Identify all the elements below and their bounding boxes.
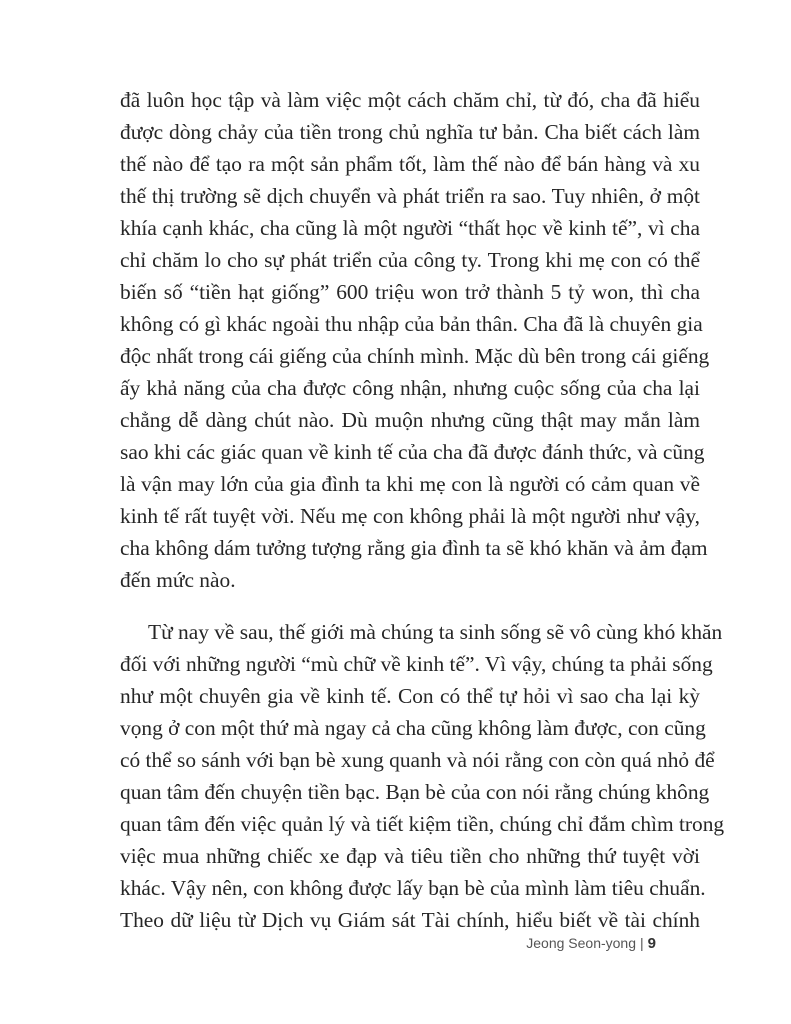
text-line: đã luôn học tập và làm việc một cách chăm chỉ, từ đó, cha đã hiểu	[120, 88, 700, 112]
text-line: biến số “tiền hạt giống” 600 triệu won trở thành 5 tỷ won, thì cha	[120, 280, 700, 304]
body-text	[120, 84, 725, 936]
text-line: ấy khả năng của cha được công nhận, nhưng cuộc sống của cha lại	[120, 376, 700, 400]
author-name: Jeong Seon-yong	[526, 935, 637, 951]
text-line: khác. Vậy nên, con không được lấy bạn bè của mình làm tiêu chuẩn.	[120, 876, 706, 900]
page-footer	[526, 935, 656, 952]
paragraph-gap	[120, 596, 700, 616]
text-line: là vận may lớn của gia đình ta khi mẹ con là người có cảm quan về	[120, 472, 700, 496]
text-line: quan tâm đến chuyện tiền bạc. Bạn bè của con nói rằng chúng không	[120, 780, 710, 804]
paragraph-1	[120, 84, 710, 596]
text-line: không có gì khác ngoài thu nhập của bản thân. Cha đã là chuyên gia	[120, 312, 703, 336]
paragraph-2	[120, 616, 725, 936]
text-line: kinh tế rất tuyệt vời. Nếu mẹ con không phải là một người như vậy,	[120, 504, 700, 528]
text-line: có thể so sánh với bạn bè xung quanh và nói rằng con còn quá nhỏ để	[120, 748, 715, 772]
text-line: cha không dám tưởng tượng rằng gia đình ta sẽ khó khăn và ảm đạm	[120, 536, 708, 560]
text-line: Theo dữ liệu từ Dịch vụ Giám sát Tài chính, hiểu biết về tài chính	[120, 908, 700, 932]
text-line: độc nhất trong cái giếng của chính mình. Mặc dù bên trong cái giếng	[120, 344, 710, 368]
page-number: 9	[647, 935, 656, 952]
text-line: đến mức nào.	[120, 568, 236, 592]
text-line: chỉ chăm lo cho sự phát triển của công ty. Trong khi mẹ con có thể	[120, 248, 700, 272]
text-line: Từ nay về sau, thế giới mà chúng ta sinh sống sẽ vô cùng khó khăn	[148, 620, 723, 644]
text-line: thế thị trường sẽ dịch chuyển và phát triển ra sao. Tuy nhiên, ở một	[120, 184, 700, 208]
text-line: việc mua những chiếc xe đạp và tiêu tiền cho những thứ tuyệt vời	[120, 844, 700, 868]
text-line: chẳng dễ dàng chút nào. Dù muộn nhưng cũng thật may mắn làm	[120, 408, 700, 432]
text-line: vọng ở con một thứ mà ngay cả cha cũng không làm được, con cũng	[120, 716, 706, 740]
text-line: đối với những người “mù chữ về kinh tế”. Vì vậy, chúng ta phải sống	[120, 652, 713, 676]
text-line: sao khi các giác quan về kinh tế của cha đã được đánh thức, và cũng	[120, 440, 705, 464]
text-line: như một chuyên gia về kinh tế. Con có thể tự hỏi vì sao cha lại kỳ	[120, 684, 700, 708]
text-line: được dòng chảy của tiền trong chủ nghĩa tư bản. Cha biết cách làm	[120, 120, 700, 144]
footer-separator: |	[640, 935, 644, 951]
text-line: khía cạnh khác, cha cũng là một người “thất học về kinh tế”, vì cha	[120, 216, 700, 240]
text-line: thế nào để tạo ra một sản phẩm tốt, làm thế nào để bán hàng và xu	[120, 152, 700, 176]
text-line: quan tâm đến việc quản lý và tiết kiệm tiền, chúng chỉ đắm chìm trong	[120, 812, 725, 836]
